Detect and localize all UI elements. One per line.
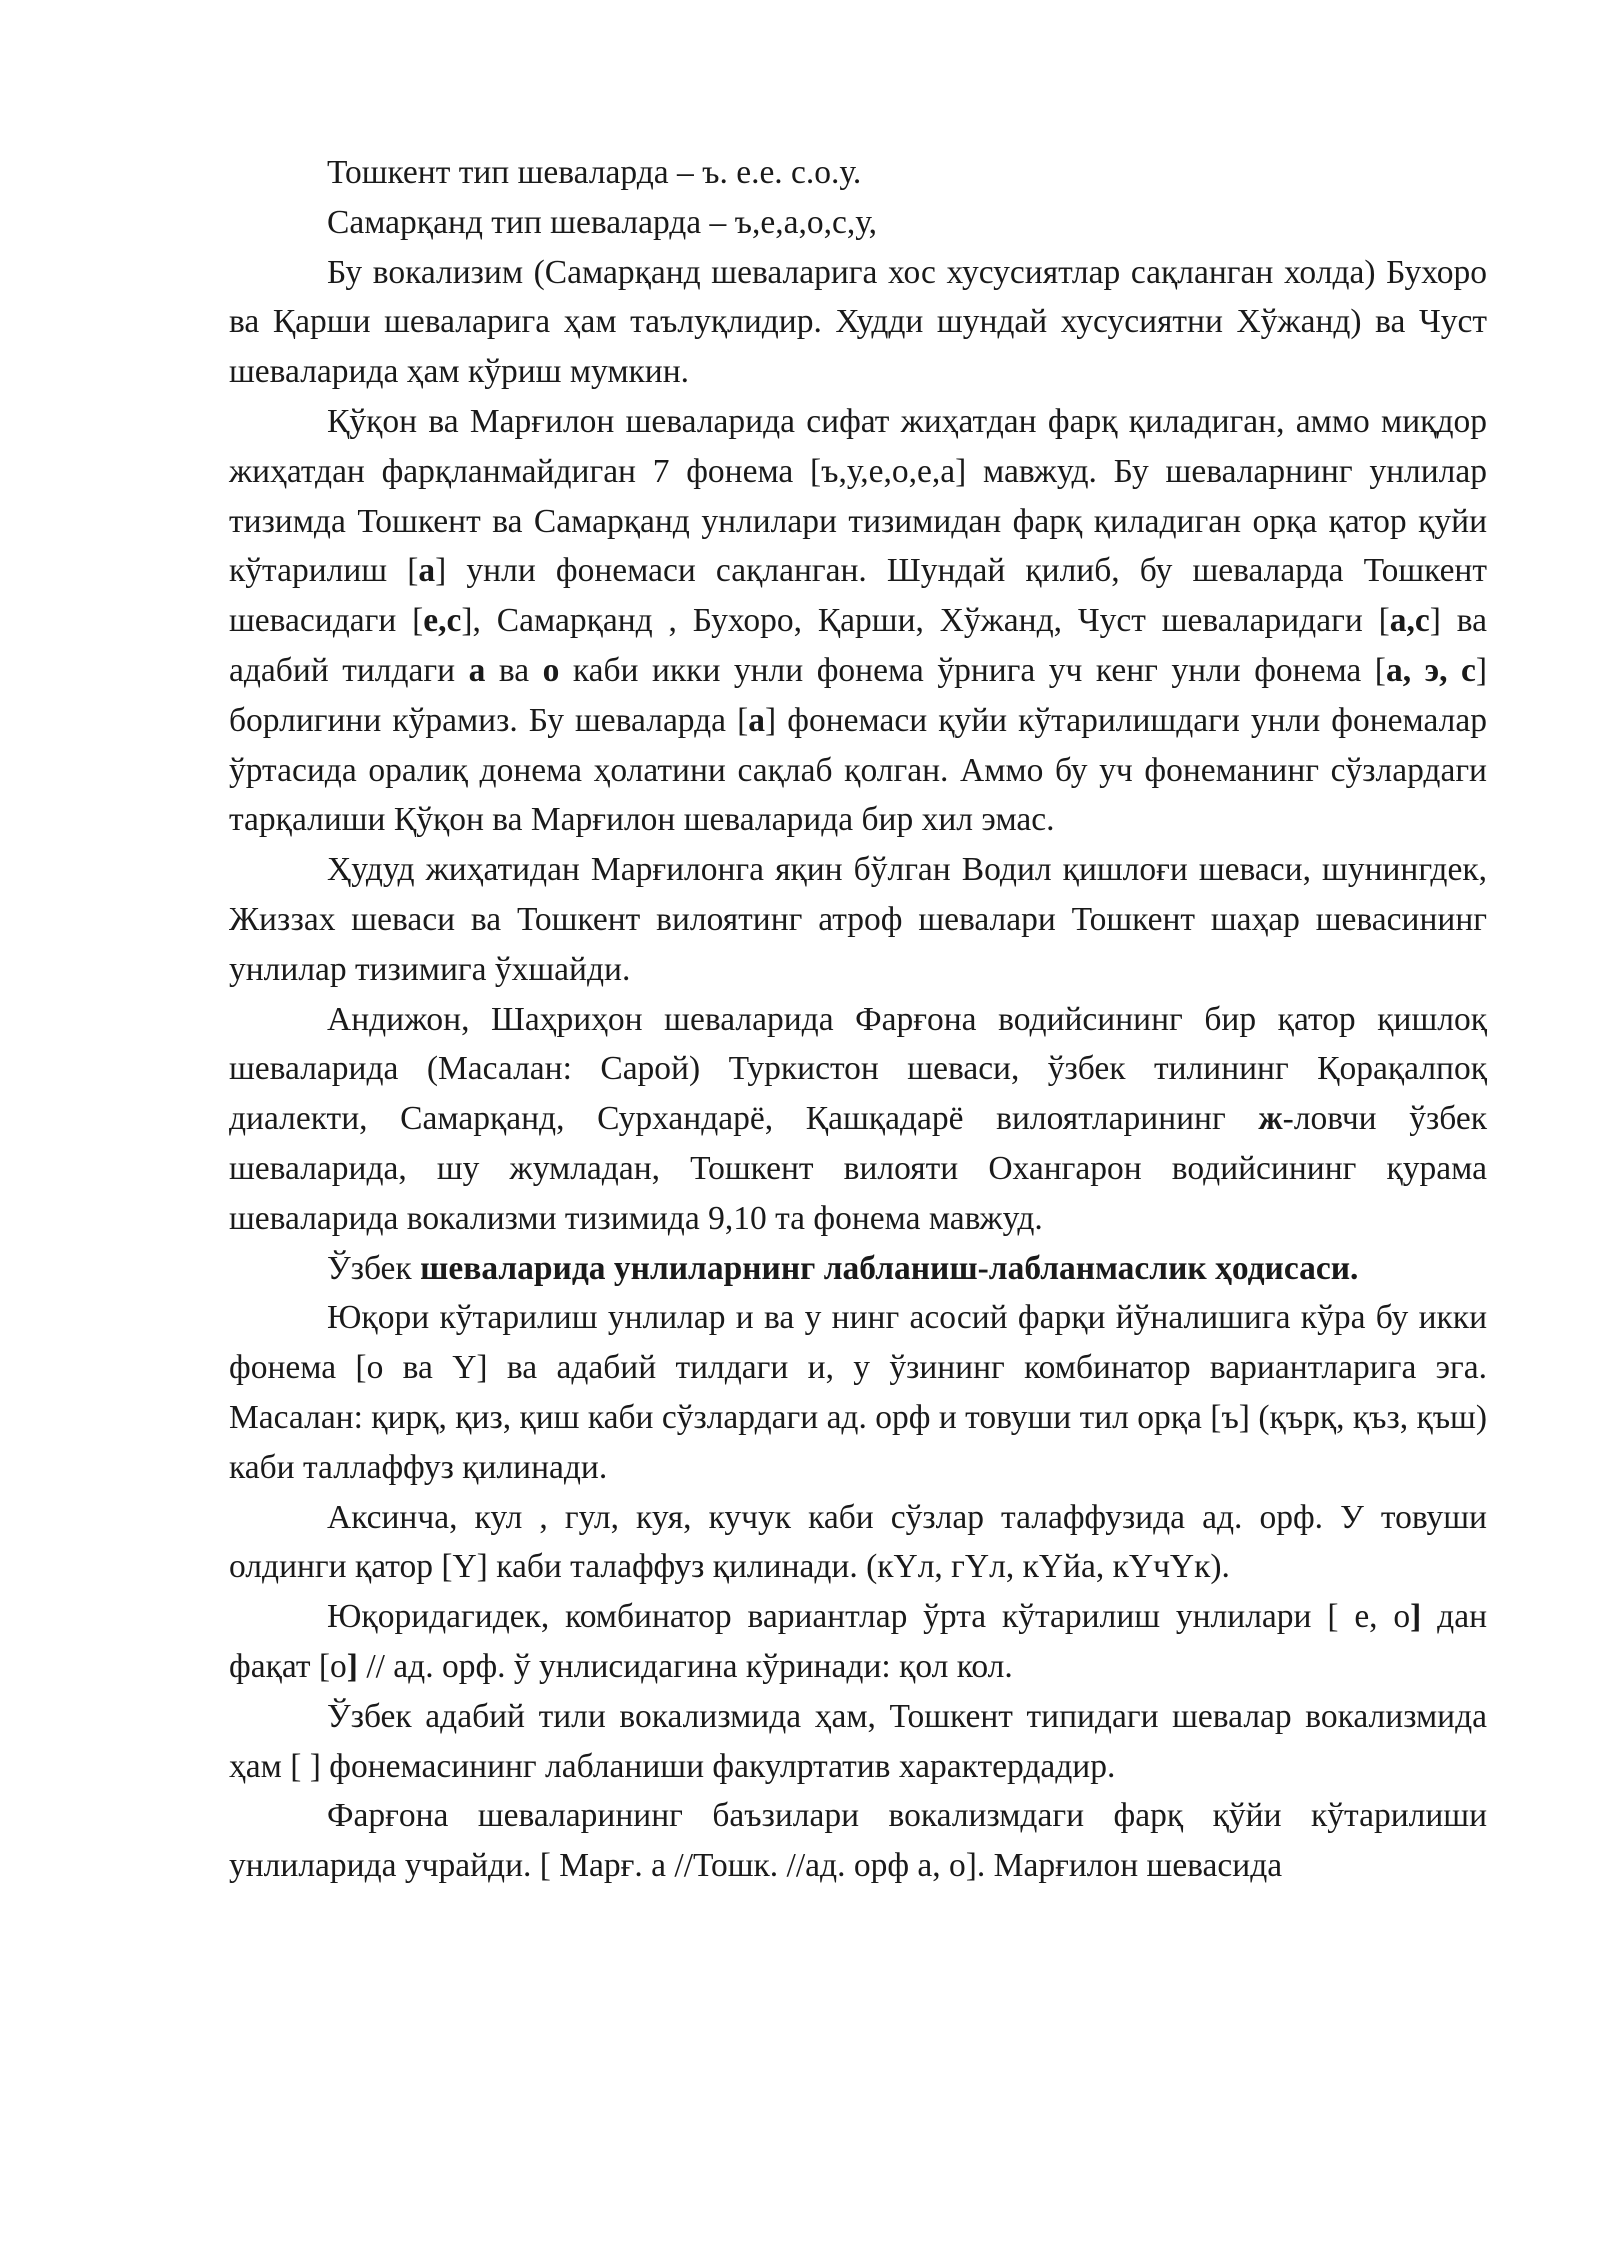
text-run: // ад. орф. ў унлисидагина кўринади: қол кол. <box>357 1647 1013 1685</box>
bold-heading-text: шеваларида унлиларнинг лабланиш-лабланмаслик ҳодисаси. <box>420 1249 1359 1287</box>
text-run: Юқоридагидек, комбинатор вариантлар ўрта кўтарилиш унлилари [ е, о <box>327 1598 1411 1636</box>
paragraph <box>229 397 1487 845</box>
text-run: каби икки унли фонема ўрнига уч кенг унли фонема [ <box>559 651 1386 689</box>
paragraph <box>229 995 1487 1244</box>
text-run: Қўқон ва Марғилон шеваларида сифат жиҳатдан фарқ қиладиган, аммо миқдор жиҳатдан фарқланмайдиган 7 фонема [ъ,у,е,о,е,а] мавжуд. Бу шеваларнинг унлилар тизимда Тошкент ва Самарқанд унлилари тизимидан фарқ қиладиган орқа қатор қуйи кўтарилиш [ <box>229 402 1487 590</box>
bold-phoneme: а <box>748 701 766 739</box>
text-run: Юқори кўтарилиш унлилар и ва у нинг асосий фарқи йўналишига кўра бу икки фонема [о ва Y] ва адабий тилдаги и, у ўзининг комбинатор вариантларига эга. Масалан: қирқ, қиз, қиш каби сўзлардаги ад. орф и товуши тил орқа [ъ] (қърқ, қъз, қъш) каби таллаффуз қилинади. <box>229 1299 1487 1486</box>
text-run: ] борлигини кўрамиз. Бу шеваларда [ <box>229 651 1487 739</box>
text-run: дан фақат [о <box>229 1598 1487 1685</box>
paragraph <box>229 1293 1487 1492</box>
bold-bracket: ] <box>1410 1598 1422 1636</box>
paragraph <box>229 148 1487 198</box>
paragraph <box>229 198 1487 248</box>
text-run: ] фонемаси қуйи кўтарилишдаги унли фонемалар ўртасида оралиқ донема ҳолатини сақлаб қолган. Аммо бу уч фонеманинг сўзлардаги тарқалиши Қўқон ва Марғилон шеваларида бир хил эмас. <box>229 701 1487 839</box>
bold-phoneme: а <box>418 552 436 590</box>
bold-phoneme: а,с <box>1389 602 1430 640</box>
paragraph <box>229 1791 1487 1891</box>
text-run: Самарқанд тип шеваларда – ъ,е,а,о,с,у, <box>327 203 878 241</box>
text-run: -ловчи ўзбек шеваларида, шу жумладан, Тошкент вилояти Охангарон водийсининг қурама шеваларида вокализми тизимида 9,10 та фонема мавжуд. <box>229 1100 1488 1237</box>
text-run: Фарғона шеваларининг баъзилари вокализмдаги фарқ қўйи кўтарилиши унлиларида учрайди. [ Марғ. а //Тошк. //ад. орф а, о]. Марғилон шевасида <box>229 1797 1487 1885</box>
bold-phoneme: о <box>542 651 560 689</box>
text-run: Тошкент тип шеваларда – ъ. е.е. с.о.у. <box>327 154 862 191</box>
text-run: ] унли фонемаси сақланган. Шундай қилиб, бу шеваларда Тошкент шевасидаги [ <box>229 552 1487 640</box>
text-run: Аксинча, кул , гул, куя, кучук каби сўзлар талаффузида ад. орф. У товуши олдинги қатор [Y] каби талаффуз қилинади. (кYл, гYл, кYйа, кYчYк). <box>229 1498 1487 1586</box>
paragraph <box>229 248 1487 397</box>
section-heading <box>229 1244 1487 1294</box>
text-run: ва <box>485 651 543 689</box>
text-run: Ҳудуд жиҳатидан Марғилонга яқин бўлган Водил қишлоғи шеваси, шунингдек, Жиззах шеваси ва Тошкент вилоятинг атроф шевалари Тошкент шаҳар шевасининг унлилар тизимига ўхшайди. <box>229 851 1487 988</box>
paragraph <box>229 845 1487 994</box>
text-run: Ўзбек адабий тили вокализмида ҳам, Тошкент типидаги шевалар вокализмида ҳам [ ] фонемасининг лабланиши факулртатив характердадир. <box>229 1697 1487 1785</box>
text-run: Андижон, Шаҳриҳон шеваларида Фарғона водийсининг бир қатор қишлоқ шеваларида (Масалан: Сарой) Туркистон шеваси, ўзбек тилининг Қорақалпоқ диалекти, Самарқанд, Сурхандарё, Қашқадарё вилоятларининг <box>229 1000 1487 1138</box>
paragraph <box>229 1592 1487 1692</box>
bold-phoneme: а, э, с <box>1385 651 1476 689</box>
text-run: ] ва адабий тилдаги <box>229 602 1487 689</box>
bold-bracket: ] <box>346 1647 358 1685</box>
paragraph <box>229 1692 1487 1792</box>
text-run: Бу вокализим (Самарқанд шеваларига хос хусусиятлар сақланган холда) Бухоро ва Қарши шеваларига ҳам таълуқлидир. Худди шундай хусусиятни Хўжанд) ва Чуст шеваларида ҳам кўриш мумкин. <box>229 253 1487 391</box>
bold-phoneme: а <box>468 651 486 689</box>
document-page <box>229 148 1487 1891</box>
text-run: Ўзбек <box>327 1249 421 1287</box>
text-run: ], Самарқанд , Бухоро, Қарши, Хўжанд, Чуст шеваларидаги [ <box>461 602 1390 640</box>
bold-phoneme: е,с <box>423 602 462 640</box>
bold-phoneme: ж <box>1258 1100 1283 1138</box>
paragraph <box>229 1493 1487 1593</box>
